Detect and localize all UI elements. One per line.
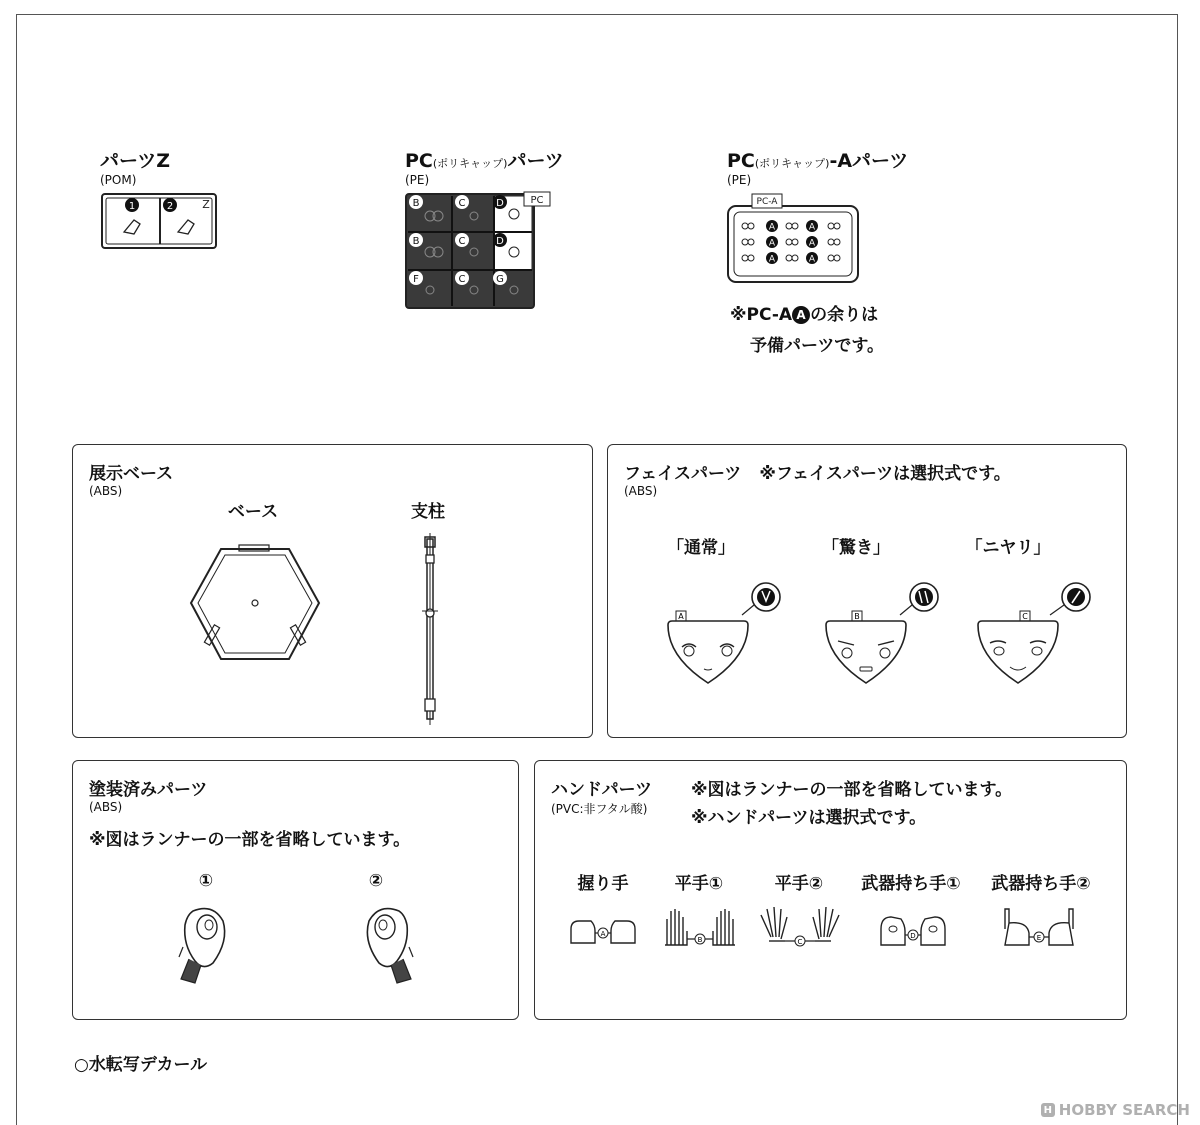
pca-cap-shape [786,223,792,229]
pca-cap-shape [792,239,798,245]
hand-label: 武器持ち手① [861,874,961,894]
pca-note-marker: A [792,306,810,324]
parts-z-material: (POM) [100,173,137,187]
hand-label: 握り手 [577,874,629,894]
face-letter: C [1022,612,1028,621]
hand-parts-title: ハンドパーツ [551,780,652,800]
hand-parts-panel [534,760,1127,1020]
pca-parts-title-main: PC [727,150,755,172]
face-parts-panel [607,444,1127,738]
hexagon-base-drawing [187,541,323,667]
pca-cap-shape [828,255,834,261]
pc-parts-heading [405,146,564,187]
pc-parts-material: (PE) [405,173,430,187]
display-base-title: 展示ベース [89,464,174,484]
hand-label: 平手① [674,874,724,894]
pca-marker-letter: A [808,238,816,249]
hand-label: 平手② [774,874,824,894]
pillar-drawing [419,531,443,727]
pc-grid-letter: C [458,274,466,285]
pca-parts-title-tail: -Aパーツ [829,150,909,172]
hand-drawing-a [567,911,639,951]
pca-parts-runner [726,192,862,284]
pillar-label: 支柱 [411,502,445,522]
pca-note-line2: 予備パーツです。 [750,336,884,356]
hand-letter: E [1036,934,1042,942]
pca-marker-letter: A [768,222,776,233]
painted-item-1-drawing [173,901,243,991]
painted-item-2-label: ② [368,871,384,891]
pca-cap-shape [834,255,840,261]
face-parts-material: (ABS) [624,484,658,498]
pca-cap-shape [786,255,792,261]
hand-parts-material: (PVC:非フタル酸) [551,802,648,816]
face-parts-note: ※フェイスパーツは選択式です。 [759,464,1011,484]
pc-grid-letter: B [412,198,420,209]
pc-grid-letter: F [413,274,419,285]
hand-drawing-c [757,901,843,953]
face-drawing-b [820,577,960,687]
pca-cap-shape [834,223,840,229]
hobby-search-logo-icon: H [1041,1103,1055,1117]
pca-frame-label: PC-A [756,197,778,207]
face-letter: B [854,612,860,621]
hand-letter: D [910,932,916,940]
pca-parts-material: (PE) [727,173,752,187]
hand-parts-note-1: ※図はランナーの一部を省略しています。 [691,780,1013,800]
pca-cap-shape [742,255,748,261]
watermark [1041,1101,1190,1119]
pc-grid-letter: C [458,236,466,247]
pc-grid-letter: B [412,236,420,247]
pc-parts-title-main: PC [405,150,433,172]
pc-parts-title-tail: パーツ [507,150,564,172]
pca-note-line1: ※PC-A [730,305,793,325]
painted-parts-material: (ABS) [89,800,123,814]
painted-parts-title: 塗装済みパーツ [89,780,208,800]
base-label: ベース [227,502,279,522]
hand-letter: B [697,936,703,944]
hand-letter: C [797,938,803,946]
hand-letter: A [600,930,606,938]
face-label: 「ニヤリ」 [965,538,1051,558]
display-base-material: (ABS) [89,484,123,498]
hand-drawing-d [877,909,949,953]
face-letter: A [678,612,684,621]
pca-note [730,300,884,356]
pca-cap-shape [834,239,840,245]
painted-item-1-label: ① [198,871,214,891]
display-base-panel [72,444,593,738]
pca-marker-grid [742,220,840,265]
painted-parts-note: ※図はランナーの一部を省略しています。 [89,830,411,850]
pca-note-line1-tail: の余りは [810,305,879,325]
pca-cap-shape [792,255,798,261]
hand-drawing-b [661,901,739,953]
pca-cap-shape [748,223,754,229]
parts-z-runner [100,190,220,252]
hand-drawing-e [1001,899,1077,953]
parts-z-frame-letter: Z [202,198,210,211]
pca-cap-shape [742,239,748,245]
face-drawing-c [972,577,1112,687]
parts-z-heading [100,146,170,187]
parts-z-marker-1: 1 [128,201,136,212]
pca-parts-heading [727,146,908,187]
face-label: 「驚き」 [822,538,890,558]
pca-marker-letter: A [768,254,776,265]
pc-grid-letter: D [496,236,504,247]
pca-marker-letter: A [808,222,816,233]
pc-grid-letter: D [496,198,504,209]
pca-marker-letter: A [808,254,816,265]
face-label: 「通常」 [667,538,735,558]
decal-title: ○水転写デカール [74,1055,208,1075]
painted-parts-panel [72,760,519,1020]
face-parts-title: フェイスパーツ [624,464,742,484]
pca-cap-shape [828,239,834,245]
pca-cap-shape [742,223,748,229]
hand-parts-note-2: ※ハンドパーツは選択式です。 [691,808,927,828]
pc-grid-letter: C [458,198,466,209]
pca-marker-letter: A [768,238,776,249]
face-drawing-a [662,577,802,687]
pca-cap-shape [828,223,834,229]
hand-label: 武器持ち手② [991,874,1091,894]
pc-parts-frame-letter: PC [530,195,544,206]
pc-parts-title-small: (ポリキャップ) [432,157,508,170]
painted-item-2-drawing [349,901,419,991]
pca-cap-shape [748,239,754,245]
watermark-text: HOBBY SEARCH [1058,1101,1190,1119]
pca-cap-shape [748,255,754,261]
pca-cap-shape [792,223,798,229]
parts-z-title: パーツZ [100,150,171,172]
pca-cap-shape [786,239,792,245]
pc-parts-runner [404,190,552,312]
pc-grid-letter: G [496,274,504,285]
pca-parts-title-small: (ポリキャップ) [754,157,830,170]
parts-z-marker-2: 2 [166,201,174,212]
